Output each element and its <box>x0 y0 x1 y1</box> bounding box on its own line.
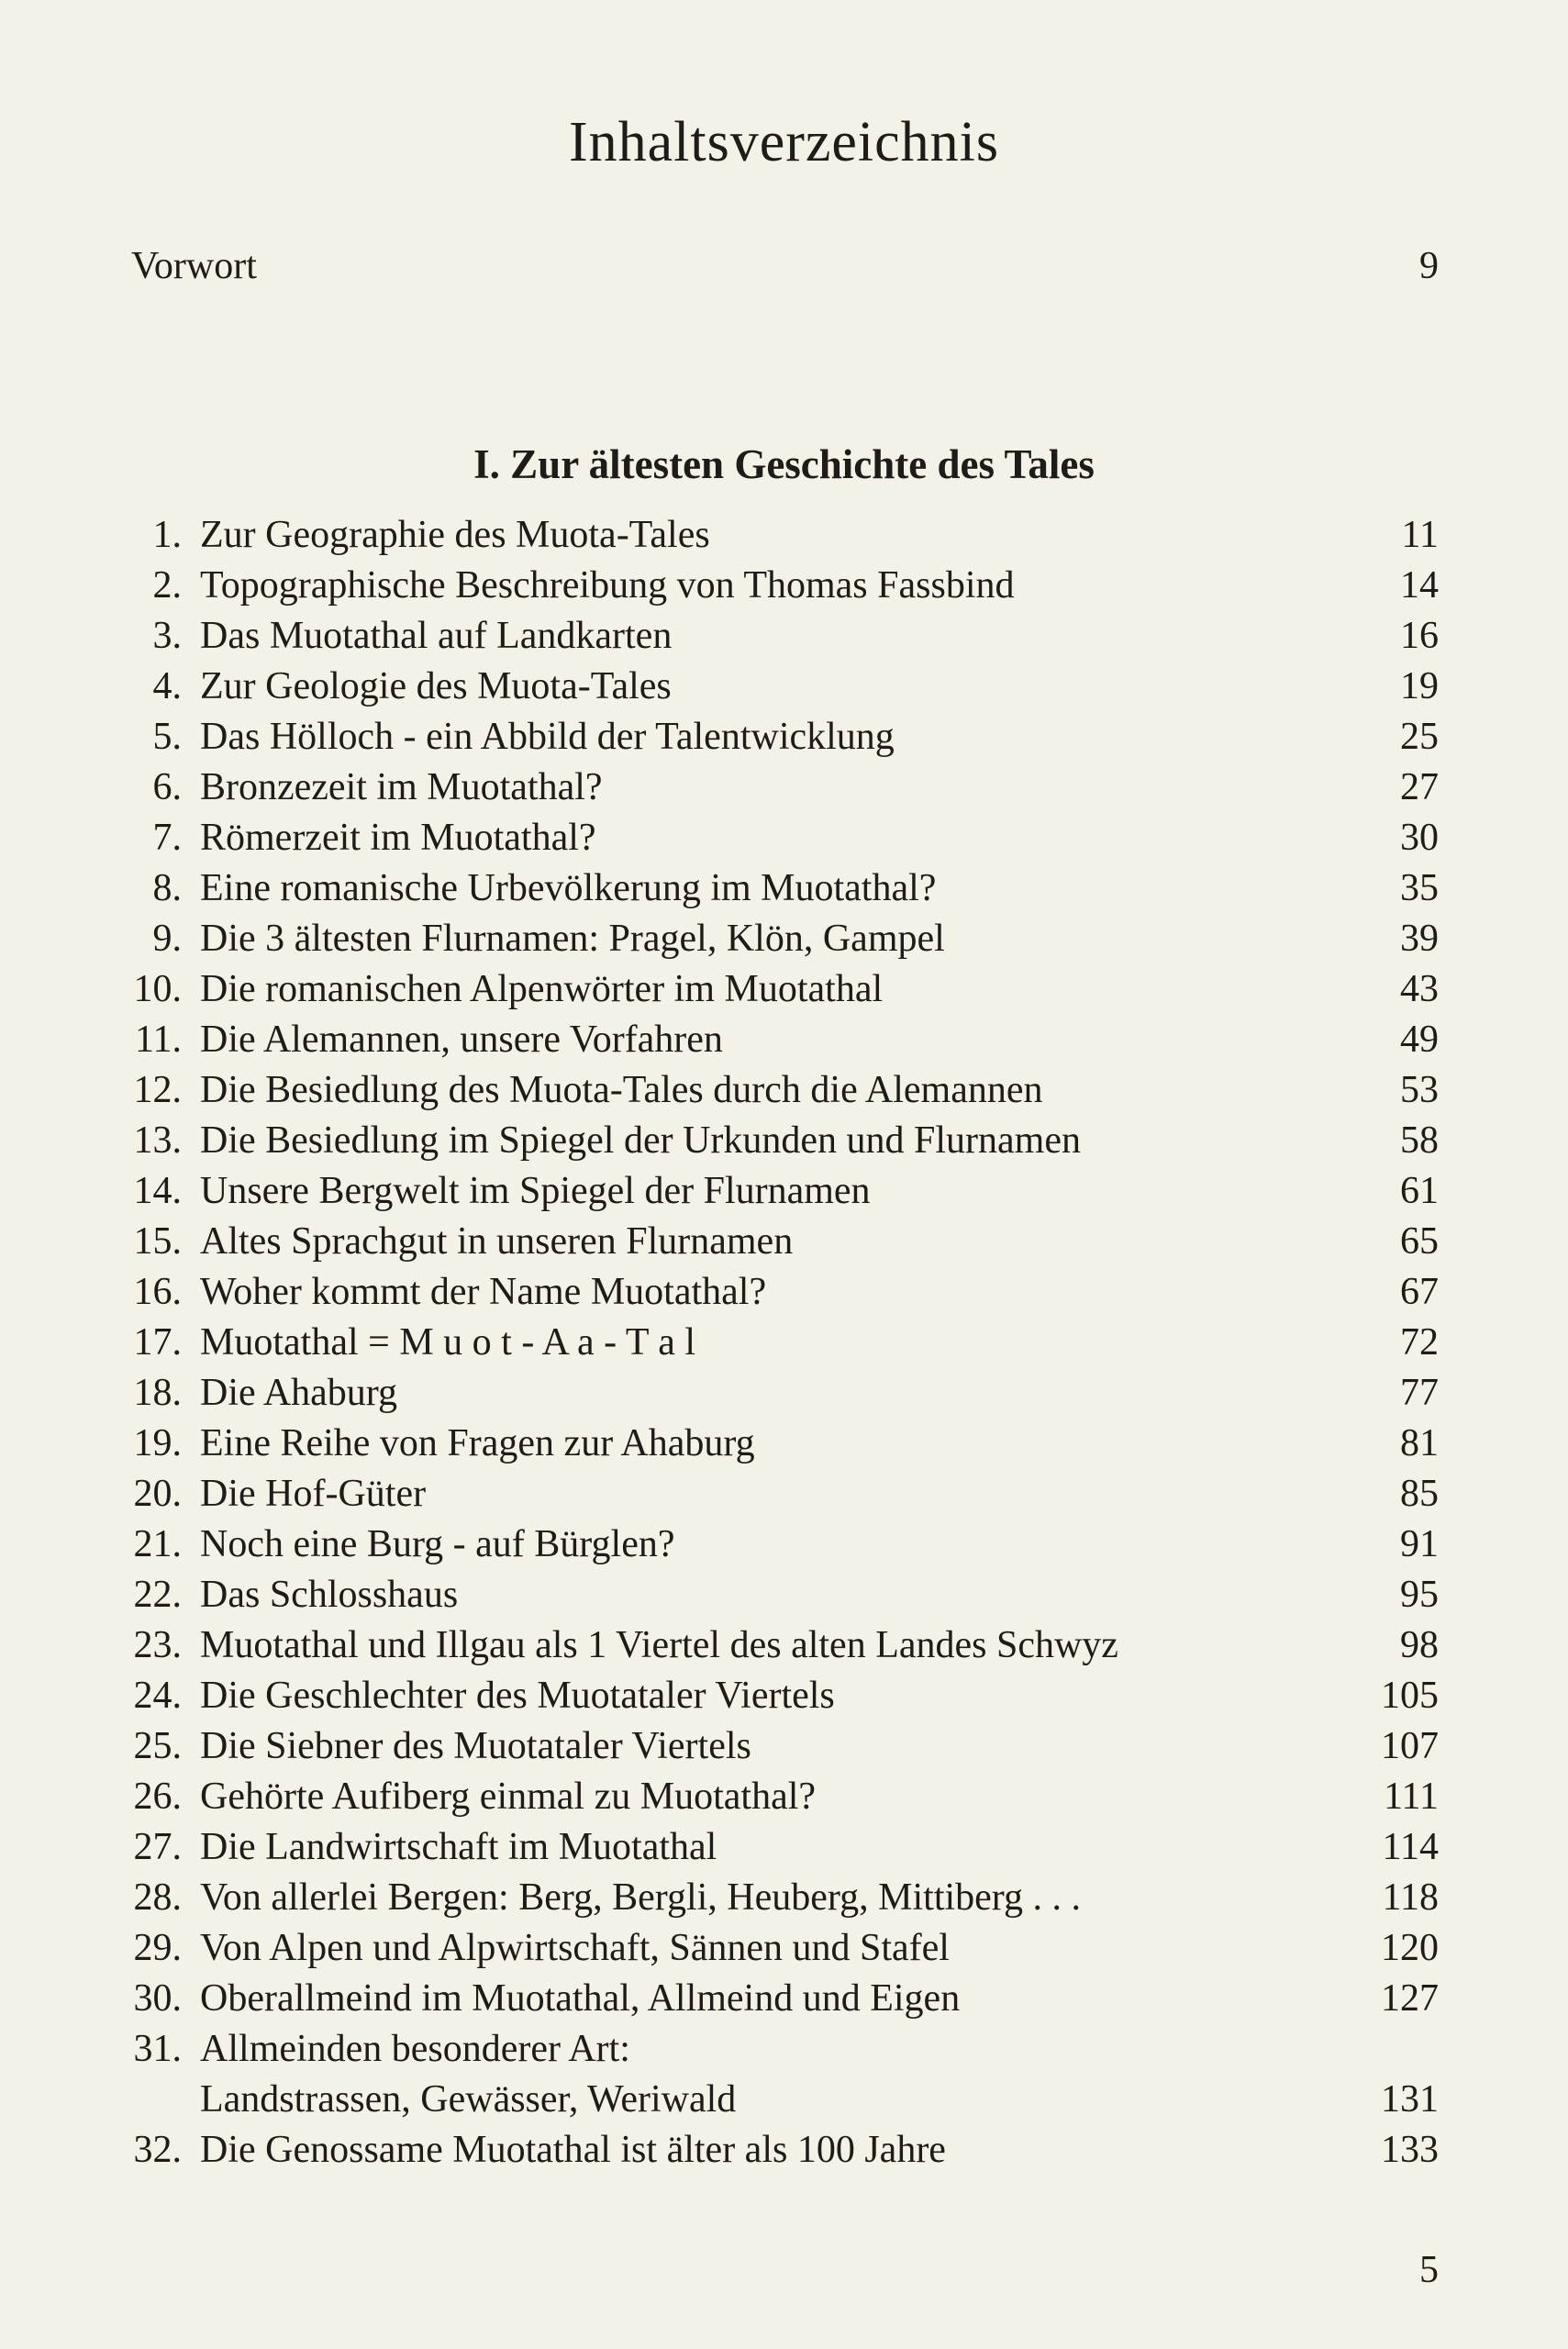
footer-page-number: 5 <box>1419 2249 1439 2291</box>
entry-page: 105 <box>1381 1675 1439 1717</box>
preface-page: 9 <box>1419 245 1439 287</box>
entry-page: 67 <box>1400 1271 1439 1313</box>
entry-page: 98 <box>1400 1624 1439 1666</box>
entry-page: 11 <box>1401 514 1439 556</box>
entry-number: 2. <box>152 564 182 607</box>
entry-number: 20. <box>133 1473 182 1515</box>
entry-title: Die Genossame Muotathal ist älter als 100 Jahre <box>200 2129 946 2171</box>
entry-title: Topographische Beschreibung von Thomas Fassbind <box>200 564 1015 607</box>
entry-title: Die Siebner des Muotataler Viertels <box>200 1725 751 1767</box>
entry-page: 107 <box>1381 1725 1439 1767</box>
entry-title: Die Landwirtschaft im Muotathal <box>200 1826 717 1868</box>
entry-page: 91 <box>1400 1523 1439 1565</box>
preface-label: Vorwort <box>131 245 257 287</box>
entry-title: Das Hölloch - ein Abbild der Talentwicklung <box>200 716 895 758</box>
entry-number: 1. <box>152 514 182 556</box>
entry-page: 35 <box>1400 867 1439 909</box>
entry-title: Muotathal und Illgau als 1 Viertel des alten Landes Schwyz <box>200 1624 1118 1666</box>
entry-number: 29. <box>133 1927 182 1969</box>
entry-number: 6. <box>152 766 182 808</box>
entry-title: Die 3 ältesten Flurnamen: Pragel, Klön, Gampel <box>200 918 945 960</box>
entry-title: Das Muotathal auf Landkarten <box>200 615 673 657</box>
entry-page: 114 <box>1382 1826 1439 1868</box>
entry-title: Gehörte Aufiberg einmal zu Muotathal? <box>200 1776 817 1818</box>
entry-page: 27 <box>1400 766 1439 808</box>
entry-number: 12. <box>133 1069 182 1111</box>
entry-page: 77 <box>1400 1372 1439 1414</box>
entry-page: 133 <box>1381 2129 1439 2171</box>
entry-title: Noch eine Burg - auf Bürglen? <box>200 1523 675 1565</box>
entry-number: 14. <box>133 1170 182 1212</box>
entry-number: 5. <box>152 716 182 758</box>
entry-page: 25 <box>1400 716 1439 758</box>
entry-number: 9. <box>152 918 182 960</box>
entry-title: Die romanischen Alpenwörter im Muotathal <box>200 968 884 1010</box>
entry-page: 81 <box>1400 1422 1439 1464</box>
entry-number: 8. <box>152 867 182 909</box>
entry-page: 85 <box>1400 1473 1439 1515</box>
entry-number: 13. <box>133 1119 182 1162</box>
entry-number: 7. <box>152 817 182 859</box>
entry-number: 25. <box>133 1725 182 1767</box>
entry-number: 19. <box>133 1422 182 1464</box>
entry-page: 53 <box>1400 1069 1439 1111</box>
entry-number: 23. <box>133 1624 182 1666</box>
entry-page: 95 <box>1400 1574 1439 1616</box>
entry-title: Eine Reihe von Fragen zur Ahaburg <box>200 1422 755 1464</box>
entry-title: Die Geschlechter des Muotataler Viertels <box>200 1675 835 1717</box>
entry-number: 22. <box>133 1574 182 1616</box>
entry-title: Die Alemannen, unsere Vorfahren <box>200 1019 723 1061</box>
entry-title: Zur Geologie des Muota-Tales <box>200 665 672 707</box>
entry-number: 31. <box>133 2028 182 2070</box>
entry-title: Die Hof-Güter <box>200 1473 427 1515</box>
entry-page: 14 <box>1400 564 1439 607</box>
entry-page: 39 <box>1400 918 1439 960</box>
entry-title: Die Besiedlung des Muota-Tales durch die Alemannen <box>200 1069 1043 1111</box>
entry-number: 16. <box>133 1271 182 1313</box>
entry-title: Landstrassen, Gewässer, Weriwald <box>200 2078 737 2121</box>
entry-title: Die Ahaburg <box>200 1372 398 1414</box>
entry-title: Das Schlosshaus <box>200 1574 459 1616</box>
entry-title: Oberallmeind im Muotathal, Allmeind und Eigen <box>200 1977 961 2020</box>
entry-page: 61 <box>1400 1170 1439 1212</box>
page-title: Inhaltsverzeichnis <box>568 111 1000 173</box>
entry-page: 30 <box>1400 817 1439 859</box>
entry-page: 19 <box>1400 665 1439 707</box>
entry-title: Von Alpen und Alpwirtschaft, Sännen und Stafel <box>200 1927 950 1969</box>
entry-number: 18. <box>133 1372 182 1414</box>
entry-title: Die Besiedlung im Spiegel der Urkunden und Flurnamen <box>200 1119 1081 1162</box>
entry-number: 3. <box>152 615 182 657</box>
entry-title: Von allerlei Bergen: Berg, Bergli, Heuberg, Mittiberg . . . <box>200 1876 1082 1919</box>
entry-page: 111 <box>1384 1776 1439 1818</box>
entry-page: 131 <box>1381 2078 1439 2121</box>
entry-page: 49 <box>1400 1019 1439 1061</box>
entry-number: 15. <box>133 1220 182 1263</box>
entry-title: Muotathal = M u o t - A a - T a l <box>200 1321 696 1364</box>
entry-number: 17. <box>133 1321 182 1364</box>
entry-title: Römerzeit im Muotathal? <box>200 817 596 859</box>
entry-number: 32. <box>133 2129 182 2171</box>
entry-title: Bronzezeit im Muotathal? <box>200 766 603 808</box>
entry-number: 4. <box>152 665 182 707</box>
entry-page: 120 <box>1381 1927 1439 1969</box>
entry-title: Zur Geographie des Muota-Tales <box>200 514 710 556</box>
entry-number: 28. <box>133 1876 182 1919</box>
entry-page: 43 <box>1400 968 1439 1010</box>
entry-page: 16 <box>1400 615 1439 657</box>
entry-title: Woher kommt der Name Muotathal? <box>200 1271 767 1313</box>
entry-number: 26. <box>133 1776 182 1818</box>
section-heading: I. Zur ältesten Geschichte des Tales <box>473 441 1095 487</box>
entry-title: Unsere Bergwelt im Spiegel der Flurnamen <box>200 1170 871 1212</box>
entry-page: 58 <box>1400 1119 1439 1162</box>
entry-title: Altes Sprachgut in unseren Flurnamen <box>200 1220 794 1263</box>
entry-number: 24. <box>133 1675 182 1717</box>
entry-page: 72 <box>1400 1321 1439 1364</box>
entry-number: 11. <box>135 1019 182 1061</box>
entry-number: 27. <box>133 1826 182 1868</box>
entry-number: 30. <box>133 1977 182 2020</box>
entry-number: 10. <box>133 968 182 1010</box>
entry-number: 21. <box>133 1523 182 1565</box>
entry-title: Eine romanische Urbevölkerung im Muotathal? <box>200 867 937 909</box>
entry-page: 118 <box>1382 1876 1439 1919</box>
entry-page: 127 <box>1381 1977 1439 2020</box>
entry-page: 65 <box>1400 1220 1439 1263</box>
entry-title: Allmeinden besonderer Art: <box>200 2028 630 2070</box>
